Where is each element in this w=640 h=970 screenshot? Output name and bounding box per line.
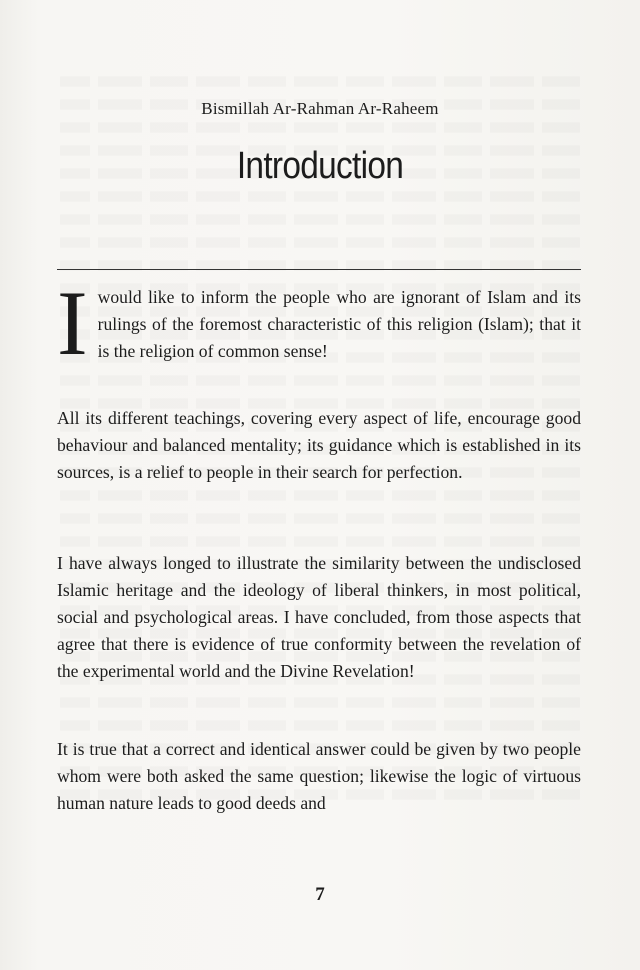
paragraph-2: All its different teachings, covering every aspect of life, encourage good behaviour and balanced mentality; its guidance which is established in its sources, is a relief to people in their search for perfection.	[57, 408, 581, 482]
chapter-title: Introduction	[236, 145, 404, 187]
paragraph-1-text: would like to inform the people who are ignorant of Islam and its rulings of the foremost characteristic of this religion (Islam); that it is the religion of common sense!	[97, 287, 581, 361]
paragraph-4: It is true that a correct and identical answer could be given by two people whom were both asked the same question; likewise the logic of virtuous human nature leads to good deeds and	[57, 739, 581, 813]
paragraph-1	[57, 272, 581, 374]
paragraph-3: I have always longed to illustrate the similarity between the undisclosed Islamic heritage and the ideology of liberal thinkers, in most political, social and psychological areas. I have concluded, from those aspects that agree that there is evidence of true conformity between the revelation of the experimental world and the Divine Revelation!	[57, 553, 581, 681]
bismillah-line: Bismillah Ar-Rahman Ar-Raheem	[201, 99, 439, 118]
title-divider	[57, 269, 581, 270]
drop-cap: I	[57, 272, 88, 374]
page-number: 7	[315, 884, 325, 905]
